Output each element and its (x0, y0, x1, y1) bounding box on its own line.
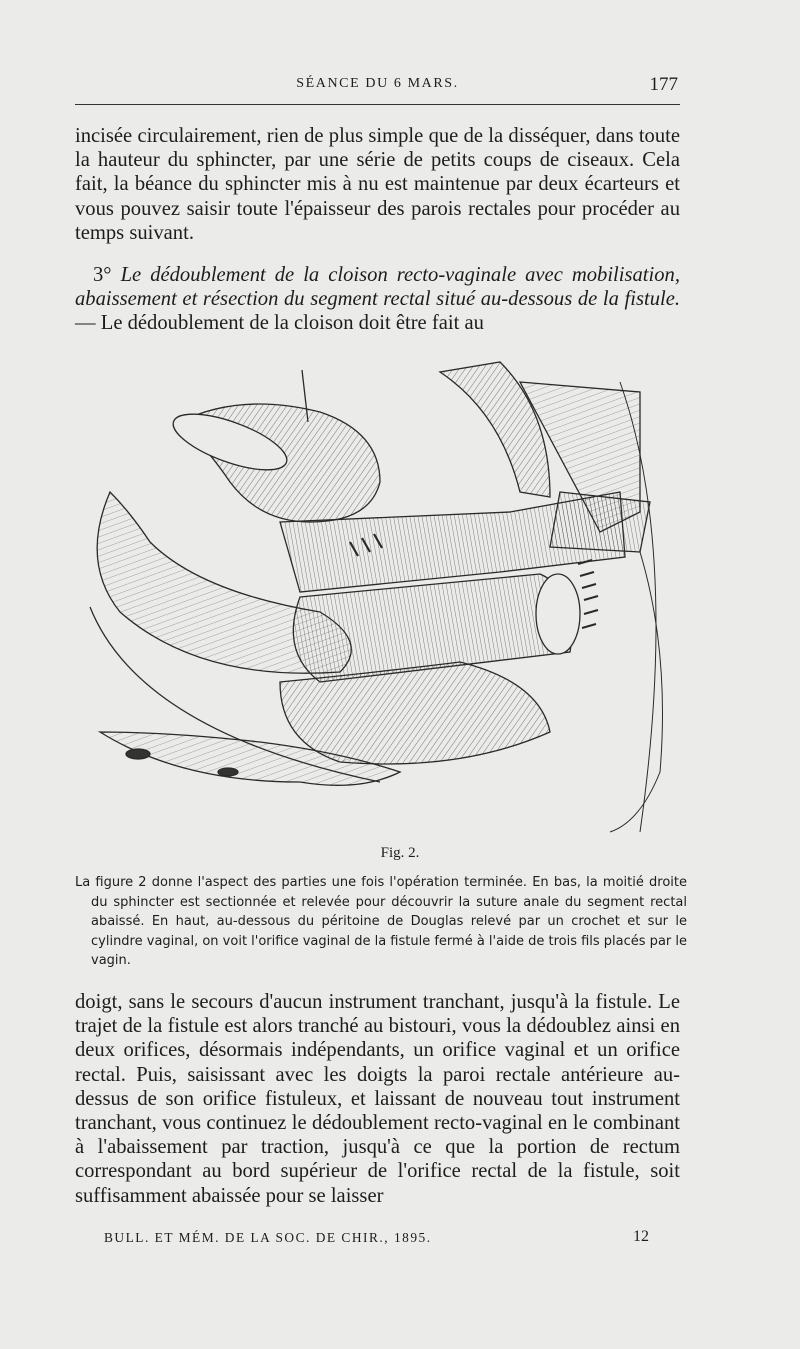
step-number: 3° (93, 264, 112, 286)
signature-mark: 12 (633, 1228, 649, 1245)
header-rule (75, 104, 680, 105)
figure-label: Fig. 2. (380, 845, 420, 861)
running-head (75, 74, 680, 98)
running-title: SÉANCE DU 6 MARS. (296, 76, 459, 91)
paragraph-3: doigt, sans le secours d'aucun instrument tranchant, jusqu'à la fistule. Le trajet de la fistule est alors tranché au bistouri, vous la dédoublez ainsi en deux orifices, désormais indépendants, un orifice vaginal et un orifice rectal. Puis, saisissant avec les doigts la paroi rectale antérieure au-dessus de son orifice fistuleux, et laissant de nouveau tout instrument tranchant, vous continuez le dédoublement recto-vaginal en le combinant à l'abaissement par traction, jusqu'à ce que la portion de rectum correspondant au bord supérieur de l'orifice rectal de la fistule, soit suffisamment abaissée pour se laisser (75, 991, 680, 1207)
step-text: — Le dédoublement de la cloison doit être fait au (75, 312, 484, 335)
page-number: 177 (649, 74, 678, 95)
footer-citation: BULL. ET MÉM. DE LA SOC. DE CHIR., 1895. (104, 1230, 432, 1245)
paragraph-1: incisée circulairement, rien de plus simple que de la disséquer, dans toute la hauteur du sphincter, par une série de petits coups de ciseaux. Cela fait, la béance du sphincter mis à nu est maintenue par deux écarteurs et vous pouvez saisir toute l'épaisseur des parois rectales pour procéder au temps suivant. (75, 125, 680, 244)
paragraph-2 (75, 263, 680, 336)
figure-caption: La figure 2 donne l'aspect des parties une fois l'opération terminée. En bas, la moitié droite du sphincter est sectionnée et relevée pour découvrir la suture anale du segment rectal abaissé. En haut, au-dessous du péritoine de Douglas relevé par un crochet et sur le cylindre vaginal, on voit l'orifice vaginal de la fistule fermé à l'aide de trois fils placés par le vagin. (75, 875, 687, 969)
page-footer (104, 1228, 649, 1248)
surgical-illustration (80, 352, 690, 844)
step-heading: Le dédoublement de la cloison recto-vaginale avec mobilisation, abaissement et résection du segment rectal situé au-dessous de la fistule. (75, 264, 680, 311)
